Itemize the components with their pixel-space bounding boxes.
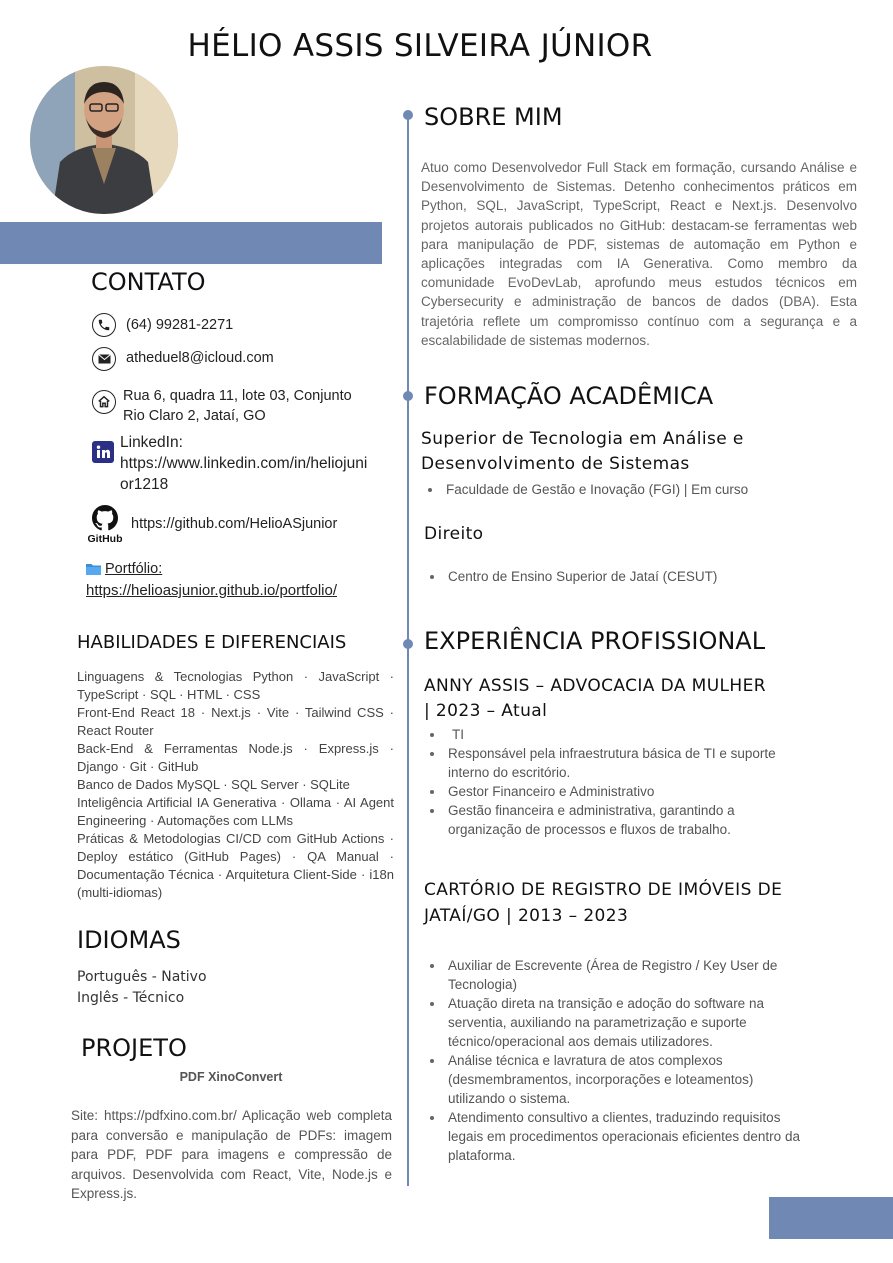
skills-line: Linguagens & Tecnologias Python · JavaScript · TypeScript · SQL · HTML · CSS <box>77 669 394 702</box>
timeline-dot <box>403 110 413 120</box>
education-heading: FORMAÇÃO ACADÊMICA <box>424 382 714 410</box>
timeline-line <box>407 114 409 1186</box>
skills-line: Inteligência Artificial IA Generativa · Ollama · AI Agent Engineering · Automações com LLMs <box>77 795 394 828</box>
phone-row <box>92 313 233 337</box>
resume-name: HÉLIO ASSIS SILVEIRA JÚNIOR <box>187 28 653 64</box>
phone-icon <box>92 313 116 337</box>
timeline-dot <box>403 391 413 401</box>
github-logo-text: GitHub <box>87 533 123 545</box>
list-item: Faculdade de Gestão e Inovação (FGI) | Em curso <box>422 480 748 499</box>
list-item: Gestão financeira e administrativa, garantindo a organização de processos e fluxos de trabalho. <box>424 801 794 839</box>
skills-line: Práticas & Metodologias CI/CD com GitHub Actions · Deploy estático (GitHub Pages) · QA Manual · Documentação Técnica · Arquitetura Client-Side · i18n (multi-idiomas) <box>77 831 394 900</box>
job2-title-line: JATAÍ/GO | 2013 – 2023 <box>424 906 629 926</box>
project-title: PDF XinoConvert <box>179 1070 283 1084</box>
list-item: Atuação direta na transição e adoção do software na serventia, auxiliando na parametrização e suporte técnico/operacional aos demais utilizadores. <box>424 994 814 1051</box>
linkedin-text <box>120 432 372 495</box>
portfolio-url[interactable]: https://helioasjunior.github.io/portfolio/ <box>86 582 337 599</box>
email-row <box>92 347 274 371</box>
skills-heading: HABILIDADES E DIFERENCIAIS <box>77 632 347 653</box>
list-item: Auxiliar de Escrevente (Área de Registro / Key User de Tecnologia) <box>424 956 814 994</box>
list-item: Responsável pela infraestrutura básica de TI e suporte interno do escritório. <box>424 744 794 782</box>
list-item: Atendimento consultivo a clientes, traduzindo requisitos legais em procedimentos operacionais eficientes dentro da plataforma. <box>424 1108 814 1165</box>
job2-title <box>424 877 782 929</box>
course1-list <box>422 480 748 499</box>
linkedin-icon <box>92 441 114 463</box>
github-url[interactable]: https://github.com/HelioASjunior <box>131 516 338 532</box>
course1-title <box>421 427 744 477</box>
person-portrait-icon <box>30 66 178 214</box>
language-item: Português - Nativo <box>77 969 207 985</box>
linkedin-row <box>92 432 372 495</box>
project-heading: PROJETO <box>81 1034 187 1062</box>
timeline-dot <box>403 639 413 649</box>
skills-line: Back-End & Ferramentas Node.js · Express.js · Django · Git · GitHub <box>77 741 394 774</box>
list-item: TI <box>424 725 794 744</box>
phone-number[interactable]: (64) 99281-2271 <box>126 317 234 333</box>
list-item: Centro de Ensino Superior de Jataí (CESUT) <box>424 567 717 586</box>
address-line-2: Rio Claro 2, Jataí, GO <box>123 408 266 424</box>
course2-list <box>424 567 717 586</box>
about-text: Atuo como Desenvolvedor Full Stack em formação, cursando Análise e Desenvolvimento de Sistemas. Detenho conhecimentos práticos em Python, SQL, JavaScript, TypeScript, React e Next.js. Desenvolvo projetos autorais publicados no GitHub: destacam-se ferramentas web para manipulação de PDF, sistemas de automação em Python e aplicações integradas com IA Generativa. Como membro da comunidade EvoDevLab, aprofundo meus estudos técnicos em Cybersecurity e administração de bancos de dados (DBA). Esta trajetória reflete um compromisso contínuo com a segurança e a escalabilidade de sistemas modernos. <box>421 160 857 348</box>
address-row <box>92 386 352 426</box>
list-item: Análise técnica e lavratura de atos complexos (desmembramentos, incorporações e loteamentos) utilizando o sistema. <box>424 1051 814 1108</box>
skills-line: Banco de Dados MySQL · SQL Server · SQLite <box>77 777 350 792</box>
course2-title: Direito <box>424 524 484 544</box>
linkedin-url[interactable]: https://www.linkedin.com/in/heliojunior1218 <box>120 455 368 493</box>
job1-title-line: ANNY ASSIS – ADVOCACIA DA MULHER <box>424 676 766 696</box>
skills-list <box>77 668 394 902</box>
about-heading: SOBRE MIM <box>424 103 563 131</box>
folder-icon <box>86 563 101 575</box>
profile-photo <box>30 66 178 214</box>
language-item: Inglês - Técnico <box>77 990 185 1006</box>
address-line-1: Rua 6, quadra 11, lote 03, Conjunto <box>123 388 352 404</box>
job1-title-line: | 2023 – Atual <box>424 701 548 721</box>
course1-title-line: Superior de Tecnologia em Análise e <box>421 429 744 449</box>
list-item: Gestor Financeiro e Administrativo <box>424 782 794 801</box>
job1-list <box>424 725 794 839</box>
languages-heading: IDIOMAS <box>77 926 181 954</box>
left-accent-band <box>0 222 382 264</box>
job2-title-line: CARTÓRIO DE REGISTRO DE IMÓVEIS DE <box>424 880 783 900</box>
github-icon <box>92 505 118 531</box>
project-description: Site: https://pdfxino.com.br/ Aplicação web completa para conversão e manipulação de PDFs: imagem para PDF, PDF para imagens e compressão de arquivos. Desenvolvida com React, Vite, Node.js e Express.js. <box>71 1108 392 1201</box>
bottom-accent-band <box>769 1197 893 1239</box>
portfolio-label-row <box>86 559 337 579</box>
portfolio-label[interactable]: Portfólio: <box>105 561 163 577</box>
job2-list <box>424 956 814 1165</box>
job1-title <box>424 674 766 724</box>
skills-line: Front-End React 18 · Next.js · Vite · Tailwind CSS · React Router <box>77 705 394 738</box>
linkedin-label: LinkedIn: <box>120 434 183 451</box>
portfolio-block <box>86 559 337 601</box>
github-logo <box>84 505 126 545</box>
address-text <box>123 386 352 426</box>
home-icon <box>92 390 116 414</box>
experience-heading: EXPERIÊNCIA PROFISSIONAL <box>424 627 766 655</box>
course1-title-line: Desenvolvimento de Sistemas <box>421 454 690 474</box>
envelope-icon <box>92 347 116 371</box>
email-address[interactable]: atheduel8@icloud.com <box>126 350 274 366</box>
contact-heading: CONTATO <box>91 268 206 296</box>
